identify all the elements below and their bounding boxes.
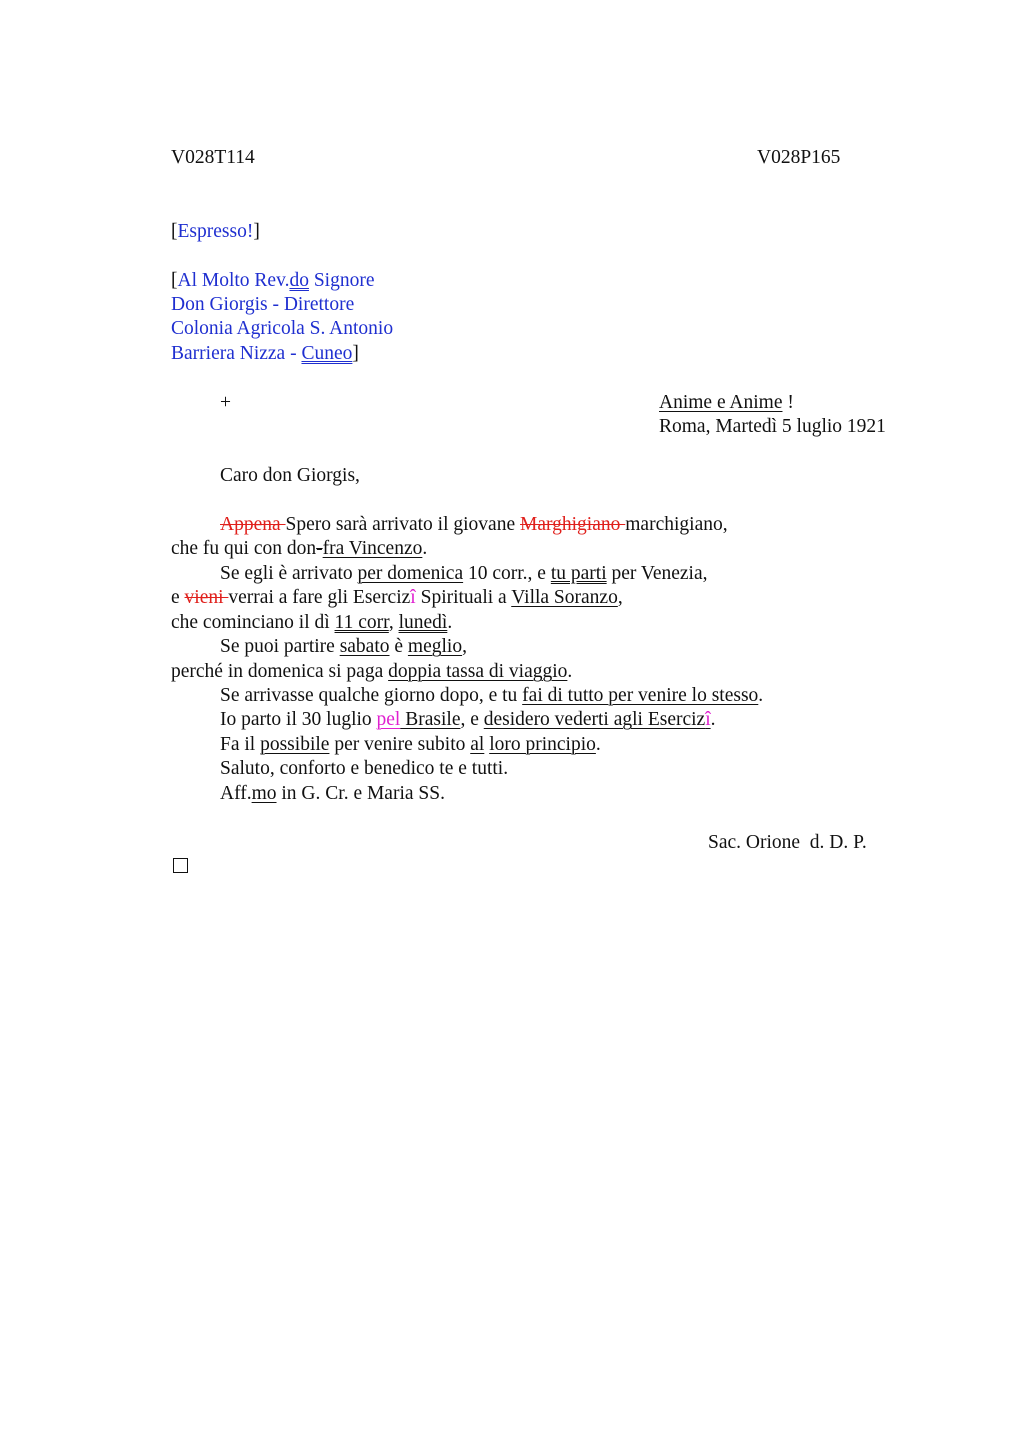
text: Spero sarà arrivato il giovane xyxy=(285,514,520,535)
page-code-left: V028T114 xyxy=(171,147,255,168)
text: perché in domenica si paga xyxy=(171,661,389,682)
closing xyxy=(220,782,445,806)
address-line-2: Don Giorgis - Direttore xyxy=(171,294,355,315)
text: Aff. xyxy=(220,783,252,804)
text: . xyxy=(758,685,764,706)
underlined-text: fra Vincenzo xyxy=(322,538,423,559)
body-line-5 xyxy=(171,611,452,635)
double-underlined-text: 11 corr xyxy=(334,612,389,633)
express-note xyxy=(171,220,260,244)
motto xyxy=(659,391,794,415)
motto-text: Anime e Anime xyxy=(659,392,783,413)
body-line-11: Saluto, conforto e benedico te e tutti. xyxy=(220,758,509,779)
underlined-text: meglio xyxy=(407,636,463,657)
text: Se puoi partire xyxy=(220,636,340,657)
address-city: Cuneo xyxy=(301,343,353,364)
inserted-accent: î xyxy=(410,587,416,608)
text: Se arrivasse qualche giorno dopo, e tu xyxy=(220,685,523,706)
text: , xyxy=(462,636,467,657)
address-street: Barriera Nizza - xyxy=(171,343,302,364)
end-box-icon xyxy=(173,858,188,873)
inserted-word: pel xyxy=(376,709,401,730)
underlined-text: fai di tutto per venire lo stesso xyxy=(522,685,759,706)
underlined-text: sabato xyxy=(339,636,390,657)
body-line-8 xyxy=(220,684,763,708)
underlined-text: per domenica xyxy=(357,563,464,584)
text: Io parto il 30 luglio xyxy=(220,709,377,730)
address-title-sup: do xyxy=(289,270,309,291)
text: è xyxy=(389,636,408,657)
text: . xyxy=(595,734,601,755)
underlined-text: Brasile xyxy=(400,709,461,730)
underlined-text: loro principio xyxy=(489,734,596,755)
text: verrai a fare gli Esercizî Spirituali a xyxy=(228,587,512,608)
bracket-close: ] xyxy=(253,221,260,242)
text: per venire subito xyxy=(329,734,471,755)
underlined-text: Villa Soranzo xyxy=(511,587,618,608)
text: e xyxy=(171,587,185,608)
bracket-open: [ xyxy=(171,270,178,291)
bracket-open: [ xyxy=(171,221,178,242)
text: in G. Cr. e Maria SS. xyxy=(276,783,445,804)
bracket-close: ] xyxy=(352,343,359,364)
underlined-text: al xyxy=(470,734,485,755)
dateline: Roma, Martedì 5 luglio 1921 xyxy=(659,416,886,437)
double-underlined-text: tu parti xyxy=(550,563,607,584)
text: Fa il xyxy=(220,734,261,755)
text: 10 corr., e xyxy=(463,563,551,584)
deleted-mark: - xyxy=(316,538,323,559)
cross-mark: + xyxy=(220,392,231,413)
body-line-4 xyxy=(171,586,623,610)
text: Se egli è arrivato xyxy=(220,563,358,584)
express-word: Espresso! xyxy=(177,221,254,242)
text: , e xyxy=(460,709,484,730)
text: . xyxy=(710,709,716,730)
address-line-4 xyxy=(171,342,359,366)
underlined-text: mo xyxy=(251,783,277,804)
underlined-text: desidero vederti agli Esercizî xyxy=(483,709,711,730)
body-line-7 xyxy=(171,660,572,684)
text: che fu qui con don xyxy=(171,538,317,559)
salutation: Caro don Giorgis, xyxy=(220,465,360,486)
text: per Venezia, xyxy=(606,563,708,584)
text: che cominciano il dì xyxy=(171,612,335,633)
body-line-9 xyxy=(220,708,716,732)
text: . xyxy=(447,612,453,633)
text: . xyxy=(567,661,573,682)
deleted-word: vieni xyxy=(184,587,229,608)
body-line-6 xyxy=(220,635,467,659)
text: , xyxy=(617,587,623,608)
inserted-accent: î xyxy=(705,709,711,730)
address-line-3: Colonia Agricola S. Antonio xyxy=(171,318,394,339)
text: . xyxy=(422,538,428,559)
body-line-3 xyxy=(220,562,708,586)
address-line-1 xyxy=(171,269,375,293)
deleted-word: Appena xyxy=(220,514,286,535)
address-title: Al Molto Rev. xyxy=(177,270,290,291)
underlined-text: doppia tassa di viaggio xyxy=(388,661,568,682)
text: , xyxy=(388,612,399,633)
body-line-1 xyxy=(220,513,728,537)
deleted-word: Marghigiano xyxy=(520,514,626,535)
address-title-end: Signore xyxy=(308,270,375,291)
body-line-10 xyxy=(220,733,601,757)
page-code-right: V028P165 xyxy=(757,147,841,168)
double-underlined-text: lunedì xyxy=(398,612,448,633)
motto-mark: ! xyxy=(782,392,794,413)
underlined-text: possibile xyxy=(260,734,330,755)
text: marchigiano, xyxy=(625,514,728,535)
signature: Sac. Orione d. D. P. xyxy=(708,832,867,853)
body-line-2 xyxy=(171,537,427,561)
